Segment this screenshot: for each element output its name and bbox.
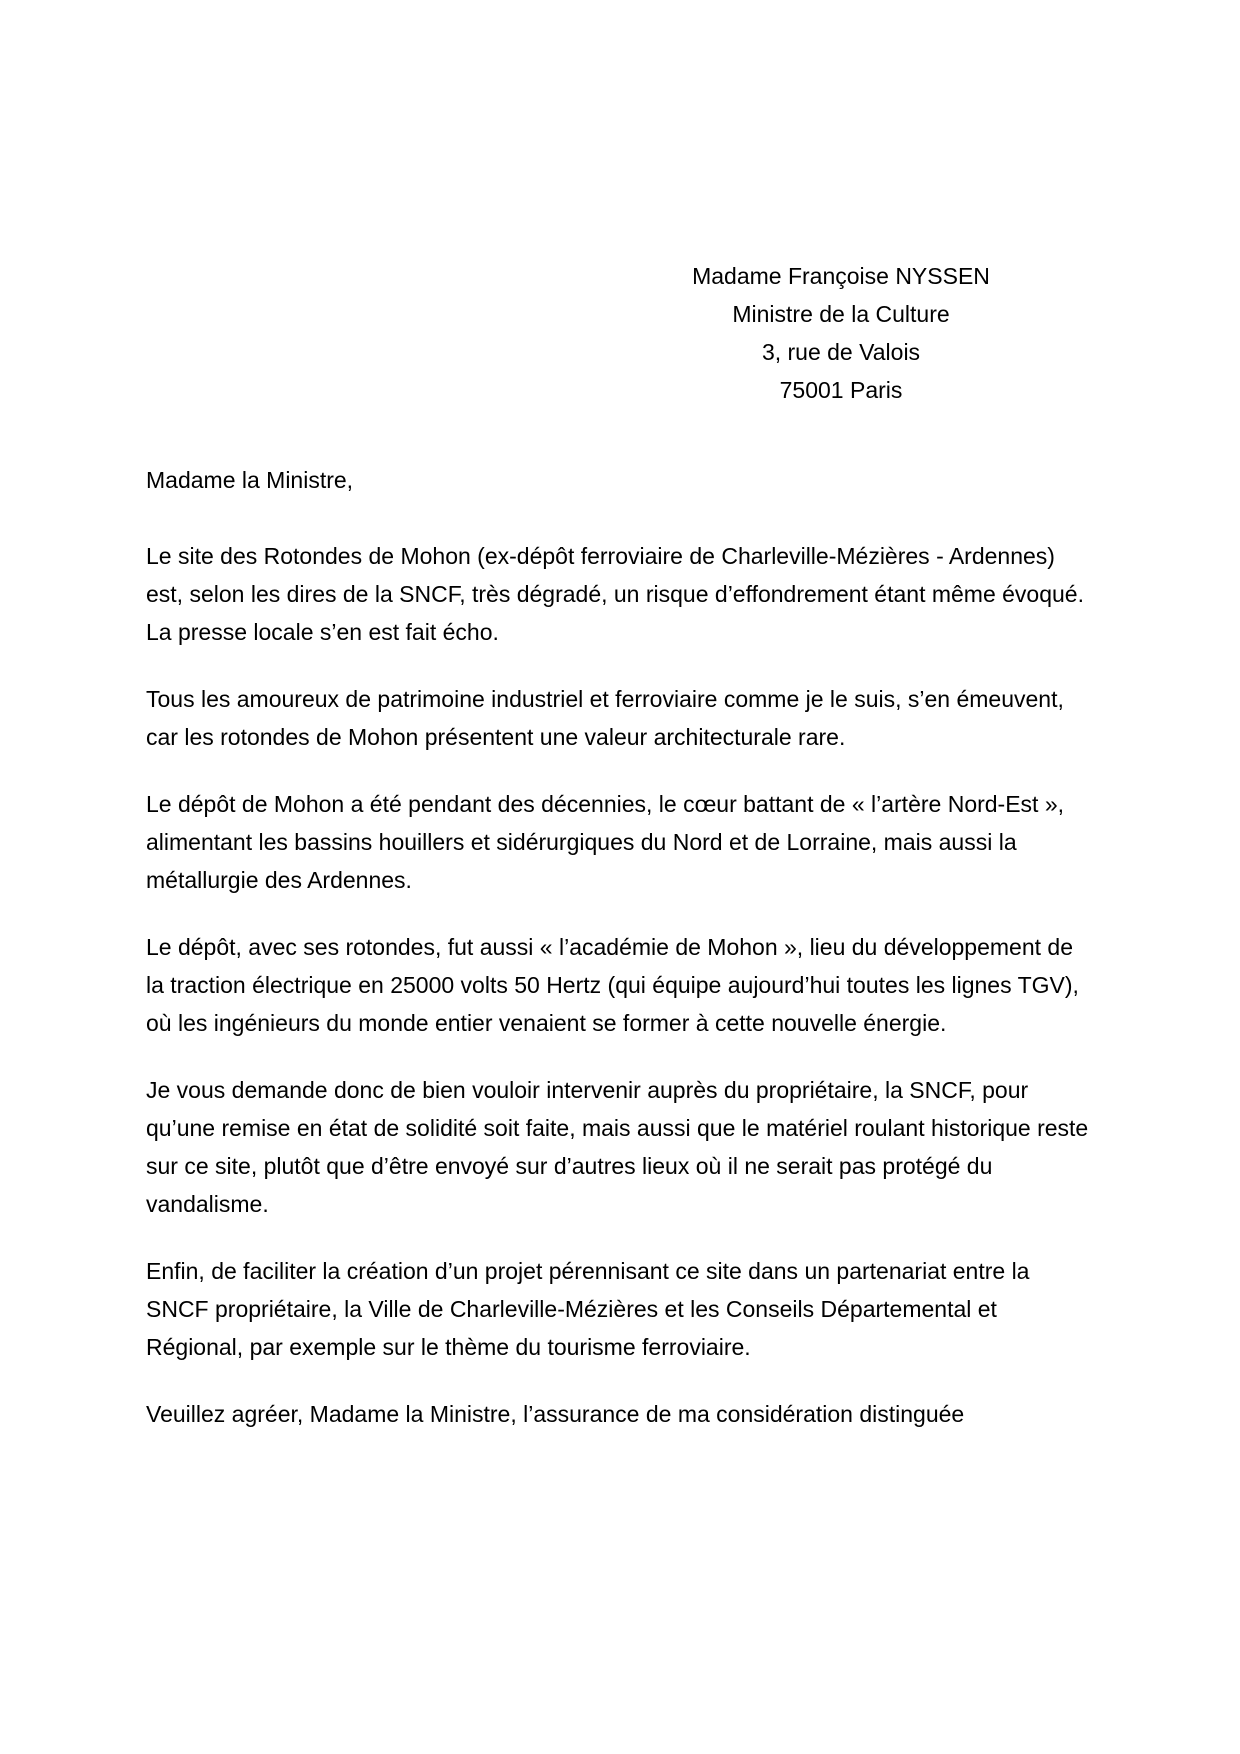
body-line: SNCF propriétaire, la Ville de Charleville-Mézières et les Conseils Départemental et	[146, 1296, 997, 1322]
body-line: alimentant les bassins houillers et sidérurgiques du Nord et de Lorraine, mais aussi la	[146, 829, 1017, 855]
letter-body	[146, 537, 1111, 1433]
body-line: Le site des Rotondes de Mohon (ex-dépôt ferroviaire de Charleville-Mézières - Ardennes)	[146, 543, 1055, 569]
body-line: car les rotondes de Mohon présentent une valeur architecturale rare.	[146, 724, 846, 750]
body-line: vandalisme.	[146, 1191, 269, 1217]
paragraph-6	[146, 1252, 1111, 1366]
paragraph-1	[146, 537, 1111, 651]
body-line: Le dépôt, avec ses rotondes, fut aussi « l’académie de Mohon », lieu du développement de	[146, 934, 1073, 960]
recipient-title: Ministre de la Culture	[732, 301, 950, 327]
recipient-city: 75001 Paris	[779, 377, 903, 403]
body-line: Je vous demande donc de bien vouloir intervenir auprès du propriétaire, la SNCF, pour	[146, 1077, 1029, 1103]
closing-formula: Veuillez agréer, Madame la Ministre, l’assurance de ma considération distinguée	[146, 1401, 965, 1427]
body-line: où les ingénieurs du monde entier venaient se former à cette nouvelle énergie.	[146, 1010, 947, 1036]
paragraph-2	[146, 680, 1111, 756]
recipient-name: Madame Françoise NYSSEN	[692, 263, 990, 289]
paragraph-4	[146, 928, 1111, 1042]
recipient-street: 3, rue de Valois	[761, 339, 921, 365]
body-line: Enfin, de faciliter la création d’un projet pérennisant ce site dans un partenariat entre la	[146, 1258, 1030, 1284]
body-line: Régional, par exemple sur le thème du tourisme ferroviaire.	[146, 1334, 751, 1360]
recipient-address-block	[541, 257, 1141, 409]
body-line: la traction électrique en 25000 volts 50 Hertz (qui équipe aujourd’hui toutes les lignes TGV),	[146, 972, 1079, 998]
body-line: La presse locale s’en est fait écho.	[146, 619, 499, 645]
body-line: est, selon les dires de la SNCF, très dégradé, un risque d’effondrement étant même évoqué.	[146, 581, 1084, 607]
body-line: sur ce site, plutôt que d’être envoyé sur d’autres lieux où il ne serait pas protégé du	[146, 1153, 993, 1179]
body-line: Tous les amoureux de patrimoine industriel et ferroviaire comme je le suis, s’en émeuvent,	[146, 686, 1064, 712]
body-line: métallurgie des Ardennes.	[146, 867, 412, 893]
body-line: qu’une remise en état de solidité soit faite, mais aussi que le matériel roulant historique reste	[146, 1115, 1089, 1141]
body-line: Le dépôt de Mohon a été pendant des décennies, le cœur battant de « l’artère Nord-Est »,	[146, 791, 1065, 817]
paragraph-5	[146, 1071, 1111, 1223]
paragraph-3	[146, 785, 1111, 899]
salutation: Madame la Ministre,	[146, 467, 354, 493]
